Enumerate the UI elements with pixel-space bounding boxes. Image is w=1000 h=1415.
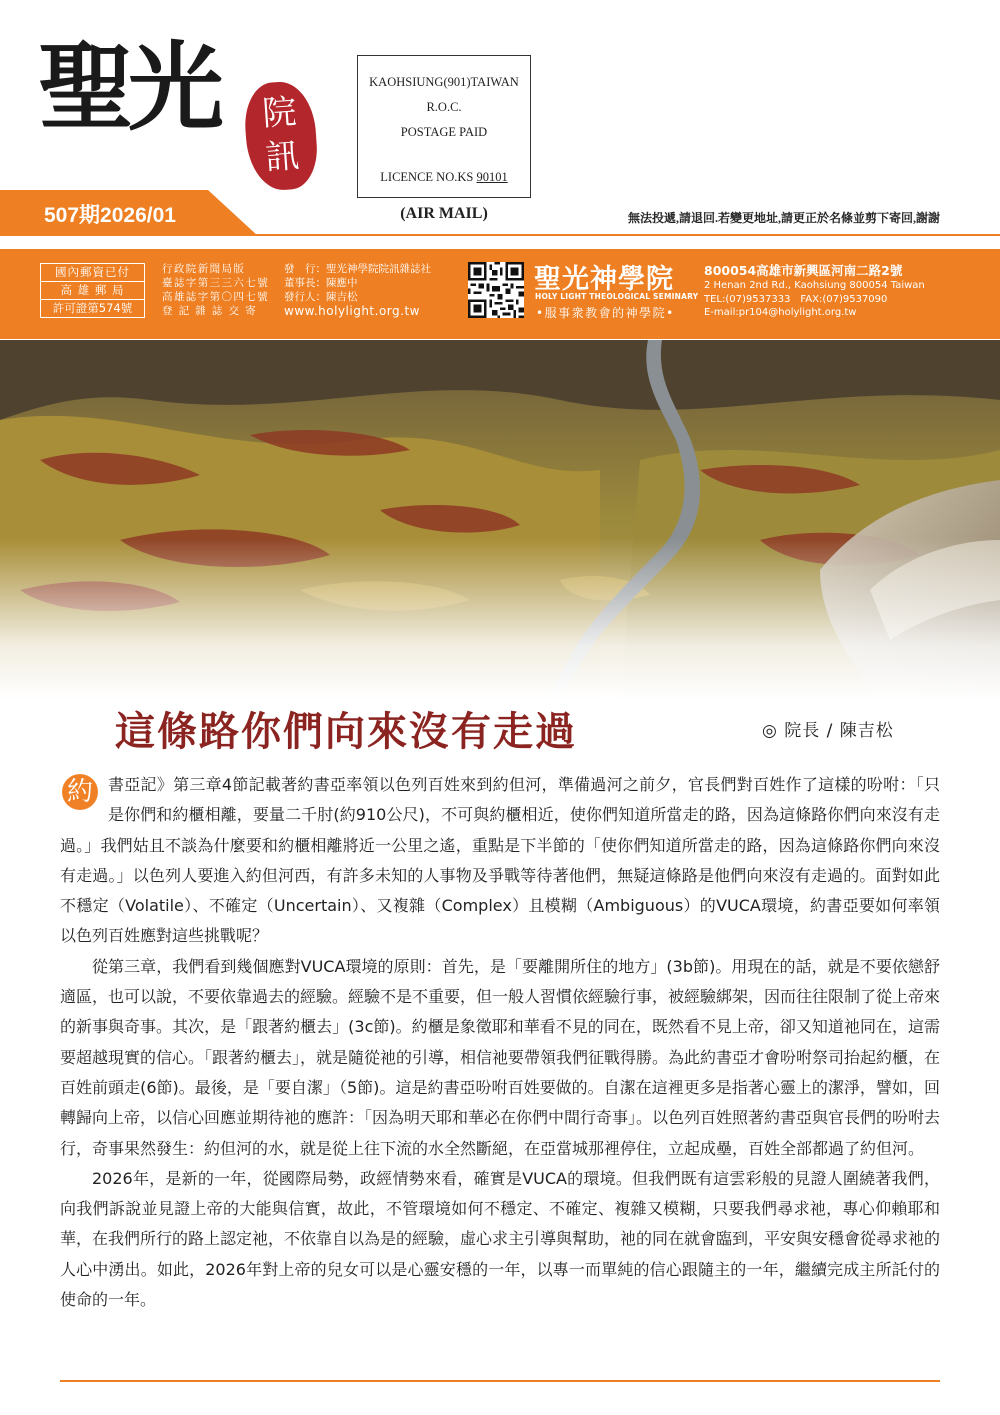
hero-landscape-image [0,340,1000,700]
return-notice: 無法投遞,請退回.若變更地址,請更正於名條並剪下寄回,謝謝 [627,211,940,225]
seal-char-1: 院 [261,91,298,135]
seal-char-2: 訊 [264,135,301,179]
gov-line: 臺誌字第三三六七號 [162,277,270,289]
contact-info [704,262,925,320]
paragraph-2: 從第三章，我們看到幾個應對VUCA環境的原則：首先，是「要離開所住的地方」(3b節)。用現在的話，就是不要依戀舒適區，也可以說，不要依靠過去的經驗。經驗不是不重要，但一般人習慣依經驗行事，被經驗綁架，因而往往限制了從上帝來的新事與奇事。其次，是「跟著約櫃去」(3c節)。約櫃是象徵耶和華看不見的同在，既然看不見上帝，卻又知道祂同在，這需要超越現實的信心。「跟著約櫃去」，就是隨從祂的引導，相信祂要帶領我們征戰得勝。為此約書亞才會吩咐祭司抬起約櫃，在百姓前頭走(6節)。最後，是「要自潔」（5節)。這是約書亞吩咐百姓要做的。自潔在這裡更多是指著心靈上的潔淨，譬如，回轉歸向上帝，以信心回應並期待祂的應許：「因為明天耶和華必在你們中間行奇事」。以色列百姓照著約書亞與官長們的吩咐去行，奇事果然發生：約但河的水，就是從上往下流的水全然斷絕，在亞當城那裡停住，立起成壘，百姓全部都過了約但河。 [60,956,941,1158]
paragraph-1 [60,770,940,952]
article-body [60,770,940,1315]
postage-line-2: R.O.C. [426,100,462,114]
address-zh: 800054高雄市新興區河南二路2號 [704,263,903,278]
address-en: 2 Henan 2nd Rd., Kaohsiung 800054 Taiwan [704,280,925,291]
postal-registration-box [40,263,145,318]
qr-code-icon[interactable] [468,262,524,318]
licence-prefix: LICENCE NO.KS [380,170,474,184]
masthead-logo: 聖光 [38,31,218,144]
article-author: ◎ 院長 / 陳吉松 [762,721,894,741]
drop-cap: 約 [62,774,98,810]
postage-paid-box [357,55,531,198]
gov-line: 行政院新聞局版 [162,263,246,275]
gov-line: 高雄誌字第〇四七號 [162,291,270,303]
seminary-name: 聖光神學院 [534,264,674,295]
postage-line-3: POSTAGE PAID [400,125,488,139]
air-mail-label: (AIR MAIL) [400,205,488,222]
gov-line: 登 記 雜 誌 交 寄 [162,305,258,317]
postage-line-1: KAOHSIUNG(901)TAIWAN [369,75,519,89]
publisher-line: 發 行：聖光神學院院訊雜誌社 [284,263,431,275]
header-divider [0,234,1000,236]
licence-number: 90101 [476,170,508,184]
website-link[interactable]: www.holylight.org.tw [284,304,420,318]
registration-line: 高 雄 郵 局 [41,282,144,300]
article-title: 這條路你們向來沒有走過 [115,708,577,755]
paragraph-1-text: 書亞記》第三章4節記載著約書亞率領以色列百姓來到約但河，準備過河之前夕，官長們對百姓作了這樣的吩咐：「只是你們和約櫃相離，要量二千肘(約910公尺)，不可與約櫃相近，使你們知道所當走的路，因為這條路你們向來沒有走過。」我們姑且不談為什麼要和約櫃相離將近一公里之遙，重點是下半節的「使你們知道所當走的路，因為這條路你們向來沒有走過。」以色列人要進入約但河西，有許多未知的人事物及爭戰等待著他們，無疑這條路是他們向來沒有走過的。面對如此不穩定（Volatile）、不確定（Uncertain）、又複雜（Complex）且模糊（Ambiguous）的VUCA環境，約書亞要如何率領以色列百姓應對這些挑戰呢？ [60,775,940,946]
gov-registration [162,262,269,318]
email-link[interactable]: E-mail:pr104@holylight.org.tw [704,307,857,318]
publisher-line: 發行人：陳吉松 [284,291,358,303]
seminary-slogan: •服事衆教會的神學院• [536,306,675,320]
tel-fax: TEL:(07)9537333 FAX:(07)9537090 [704,293,888,305]
seminary-name-en: HOLY LIGHT THEOLOGICAL SEMINARY [535,292,699,301]
paragraph-3: 2026年，是新的一年，從國際局勢，政經情勢來看，確實是VUCA的環境。但我們既有這雲彩般的見證人圍繞著我們，向我們訴說並見證上帝的大能與信實，故此，不管環境如何不穩定、不確定、複雜又模糊，只要我們尋求祂，專心仰賴耶和華，在我們所行的路上認定祂，不依靠自以為是的經驗，虛心求主引導與幫助，祂的同在就會臨到，平安與安穩會從尋求祂的人心中湧出。如此，2026年對上帝的兒女可以是心靈安穩的一年，以專一而單純的信心跟隨主的一年，繼續完成主所託付的使命的一年。 [60,1168,941,1310]
publisher-info [284,262,431,318]
registration-line: 許可證第574號 [52,301,133,315]
seal-stamp [242,80,319,193]
postage-licence [358,171,530,184]
issue-number: 507期2026/01 [44,204,176,227]
registration-line: 國內郵資已付 [41,264,144,282]
bottom-divider [60,1380,940,1382]
publisher-line: 董事長：陳應中 [284,277,358,289]
